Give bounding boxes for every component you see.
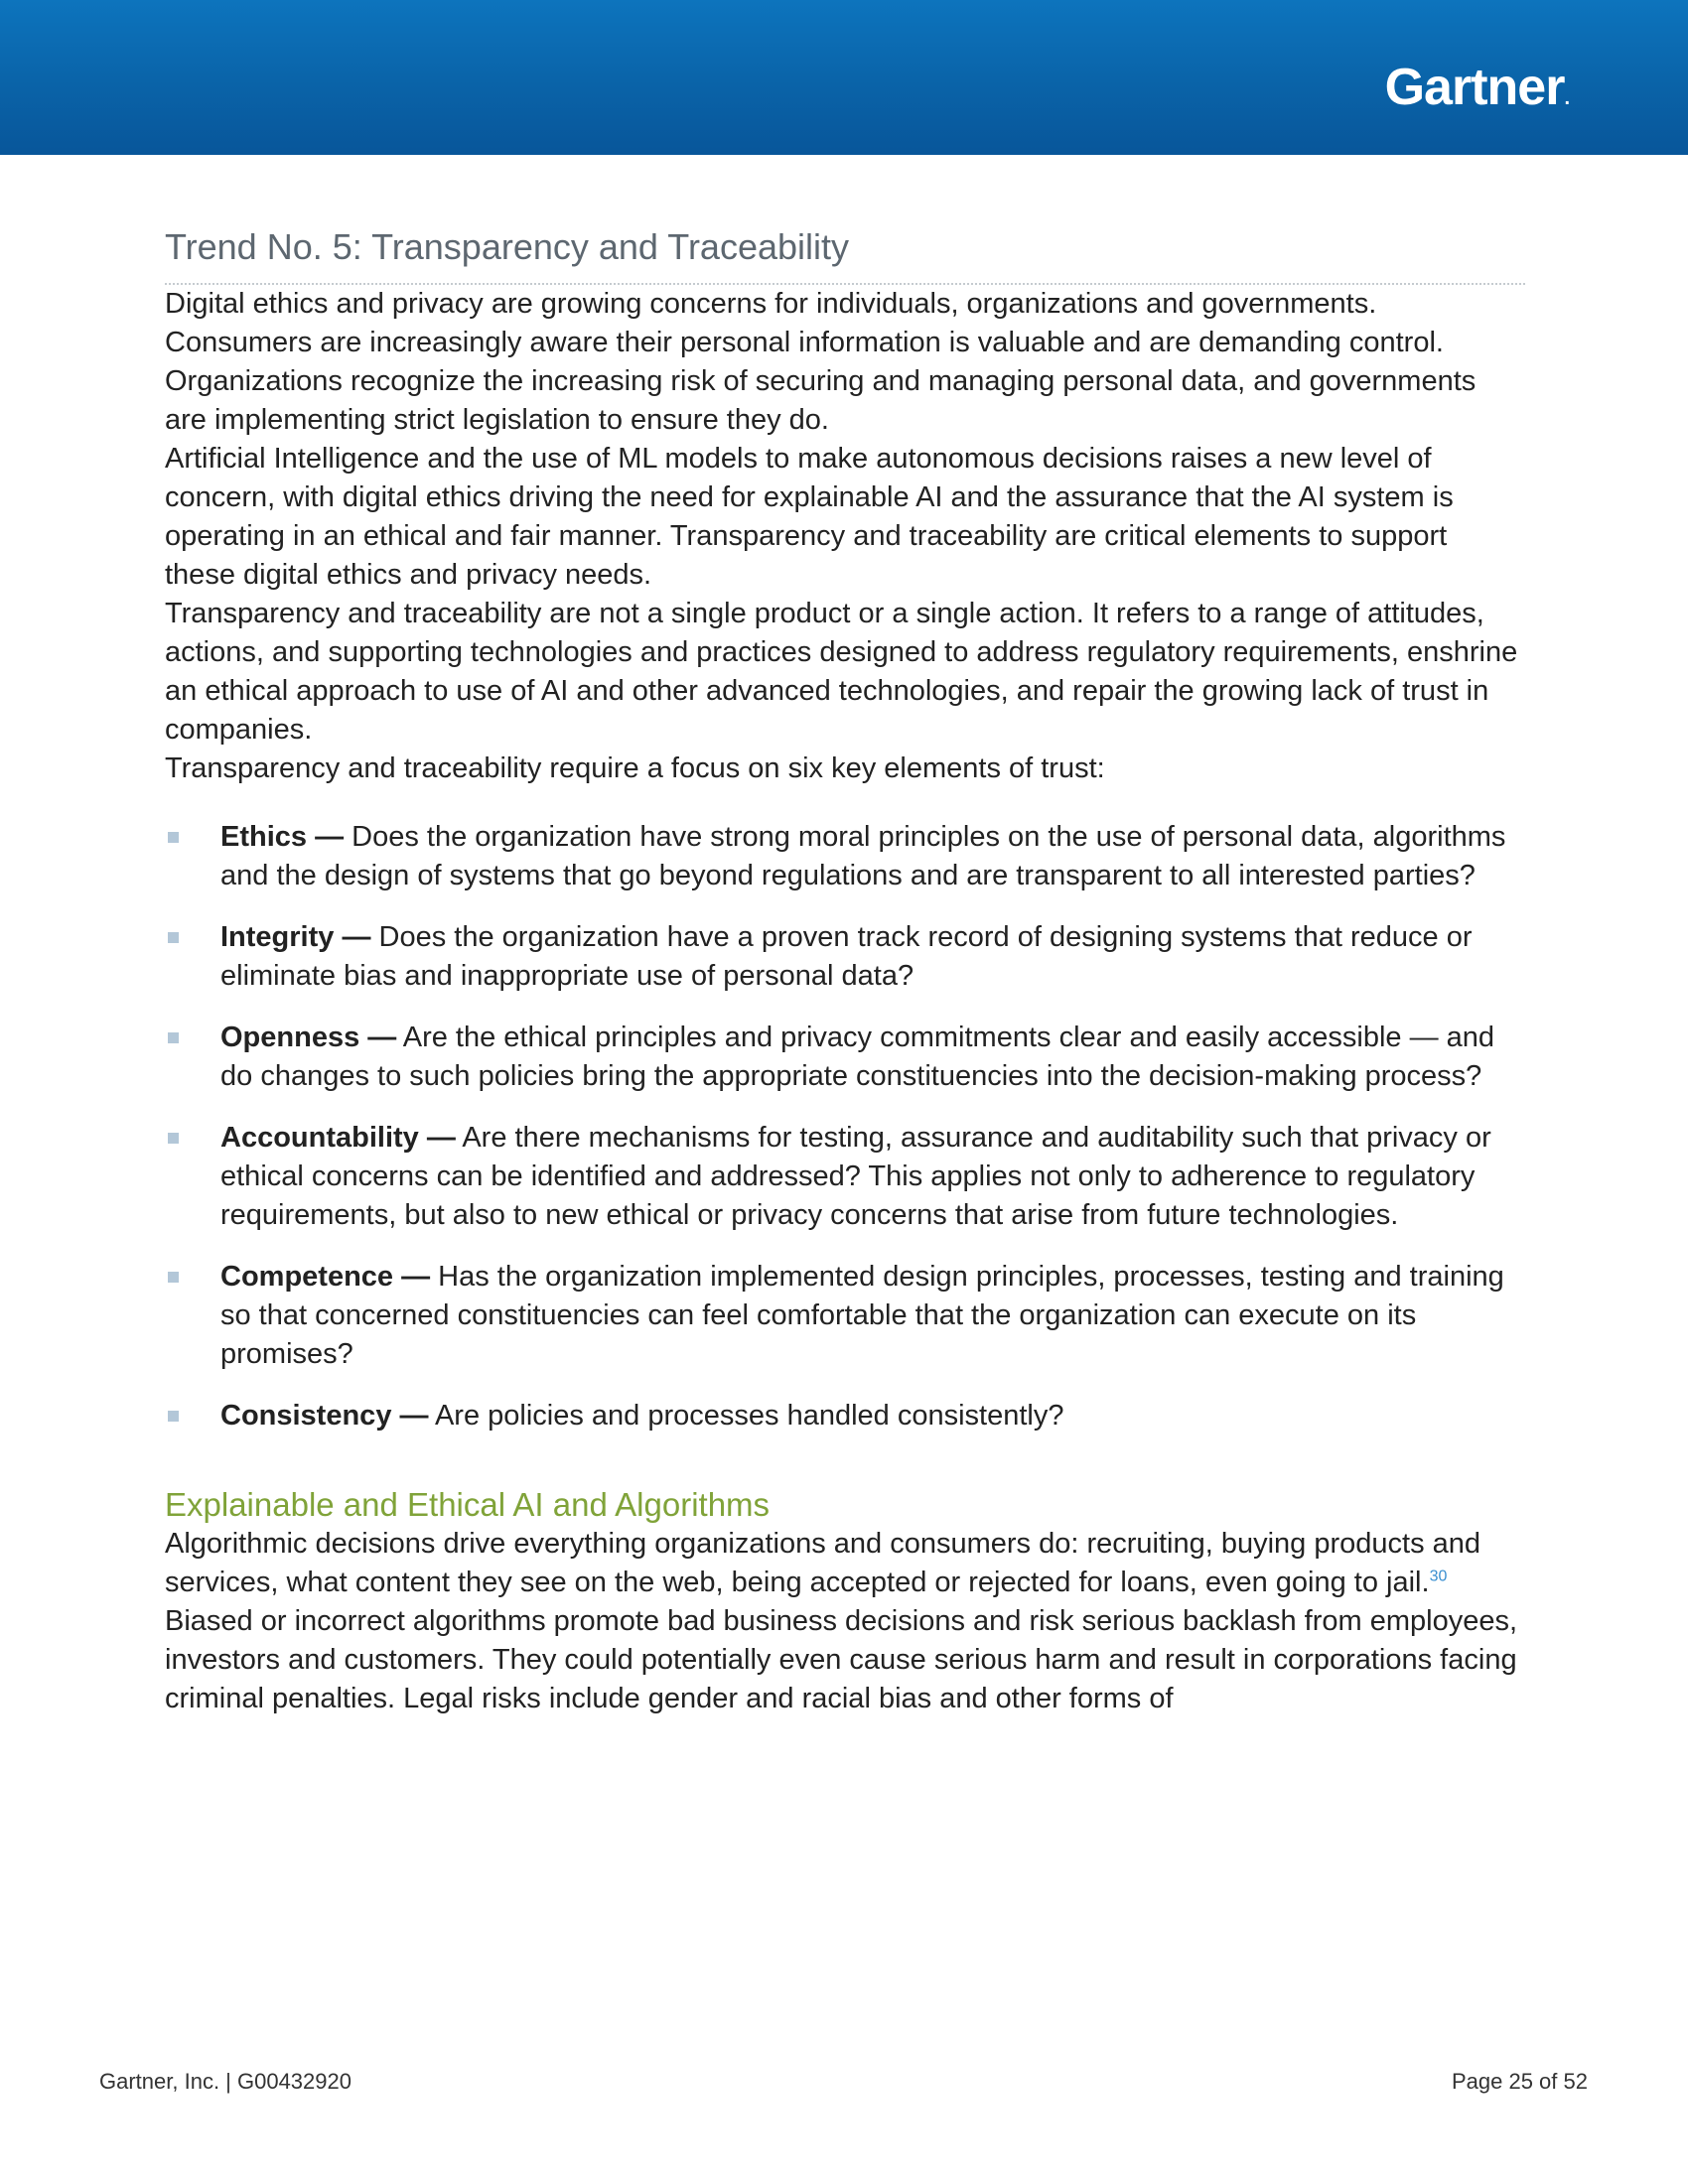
paragraph-3: Transparency and traceability are not a single product or a single action. It refers to a range of attitudes, actions, and supporting technologies and practices designed to address regulatory requirements, enshrine an ethical approach to use of AI and other advanced technologies, and repair the growing lack of trust in companies. xyxy=(165,598,1518,746)
desc-openness: Are the ethical principles and privacy commitments clear and easily accessible — and do changes to such policies bring the appropriate constituencies into the decision-making process? xyxy=(220,1022,1495,1092)
square-bullet-icon xyxy=(168,932,179,943)
square-bullet-icon xyxy=(168,1272,179,1283)
term-integrity: Integrity — xyxy=(220,921,371,953)
list-item-openness xyxy=(165,1019,1525,1096)
algorithms-text-end: Biased or incorrect algorithms promote bad business decisions and risk serious backlash from employees, investors and customers. They could potentially even cause serious harm and result in corporations facing criminal penalties. Legal risks include gender and racial bias and other forms of xyxy=(165,1604,1518,1714)
desc-competence: Has the organization implemented design principles, processes, testing and training so that concerned constituencies can feel comfortable that the organization can execute on its promises? xyxy=(220,1261,1504,1370)
header-band xyxy=(0,0,1688,155)
subsection-title: Explainable and Ethical AI and Algorithms xyxy=(165,1486,771,1523)
algorithms-text-start: Algorithmic decisions drive everything organizations and consumers do: recruiting, buying products and services, what content they see on the web, being accepted or rejected for loans, even going to jail. xyxy=(165,1527,1481,1598)
desc-ethics: Does the organization have strong moral principles on the use of personal data, algorithms and the design of systems that go beyond regulations and are transparent to all interested parties? xyxy=(220,821,1506,891)
footnote-link[interactable]: 30 xyxy=(1429,1567,1448,1584)
square-bullet-icon xyxy=(168,1032,179,1043)
paragraph-1: Digital ethics and privacy are growing concerns for individuals, organizations and governments. Consumers are increasingly aware their personal information is valuable and are demanding control. Organizations recognize the increasing risk of securing and managing personal data, and governments are implementing strict legislation to ensure they do. xyxy=(165,288,1477,436)
list-item-consistency xyxy=(165,1397,1525,1435)
footer-page-number: Page 25 of 52 xyxy=(1451,2069,1588,2094)
gartner-logo xyxy=(1384,59,1569,116)
list-item-competence xyxy=(165,1258,1525,1374)
main-content xyxy=(165,224,1525,1718)
term-competence: Competence — xyxy=(220,1261,431,1293)
desc-accountability: Are there mechanisms for testing, assurance and auditability such that privacy or ethical concerns can be identified and addressed? This applies not only to adherence to regulatory requirements, but also to new ethical or privacy concerns that arise from future technologies. xyxy=(220,1122,1491,1231)
section-title: Trend No. 5: Transparency and Traceability xyxy=(165,224,1525,285)
list-item-integrity xyxy=(165,918,1525,996)
term-consistency: Consistency — xyxy=(220,1400,429,1432)
desc-consistency: Are policies and processes handled consistently? xyxy=(428,1400,1064,1432)
list-item-ethics xyxy=(165,818,1525,895)
logo-dot: . xyxy=(1564,87,1569,109)
term-accountability: Accountability — xyxy=(220,1122,456,1154)
logo-text: Gartner xyxy=(1384,59,1565,116)
paragraph-4: Transparency and traceability require a focus on six key elements of trust: xyxy=(165,752,1105,784)
footer-doc-id: Gartner, Inc. | G00432920 xyxy=(99,2069,352,2094)
list-item-accountability xyxy=(165,1119,1525,1235)
square-bullet-icon xyxy=(168,832,179,843)
term-openness: Openness — xyxy=(220,1022,397,1053)
square-bullet-icon xyxy=(168,1411,179,1422)
trust-elements-list xyxy=(165,818,1525,1435)
term-ethics: Ethics — xyxy=(220,821,345,853)
square-bullet-icon xyxy=(168,1133,179,1144)
paragraph-2: Artificial Intelligence and the use of ML models to make autonomous decisions raises a new level of concern, with digital ethics driving the need for explainable AI and the assurance that the AI system is operating in an ethical and fair manner. Transparency and traceability are critical elements to support these digital ethics and privacy needs. xyxy=(165,443,1454,591)
desc-integrity: Does the organization have a proven track record of designing systems that reduce or eliminate bias and inappropriate use of personal data? xyxy=(220,921,1473,992)
paragraph-algorithms xyxy=(165,1525,1525,1718)
